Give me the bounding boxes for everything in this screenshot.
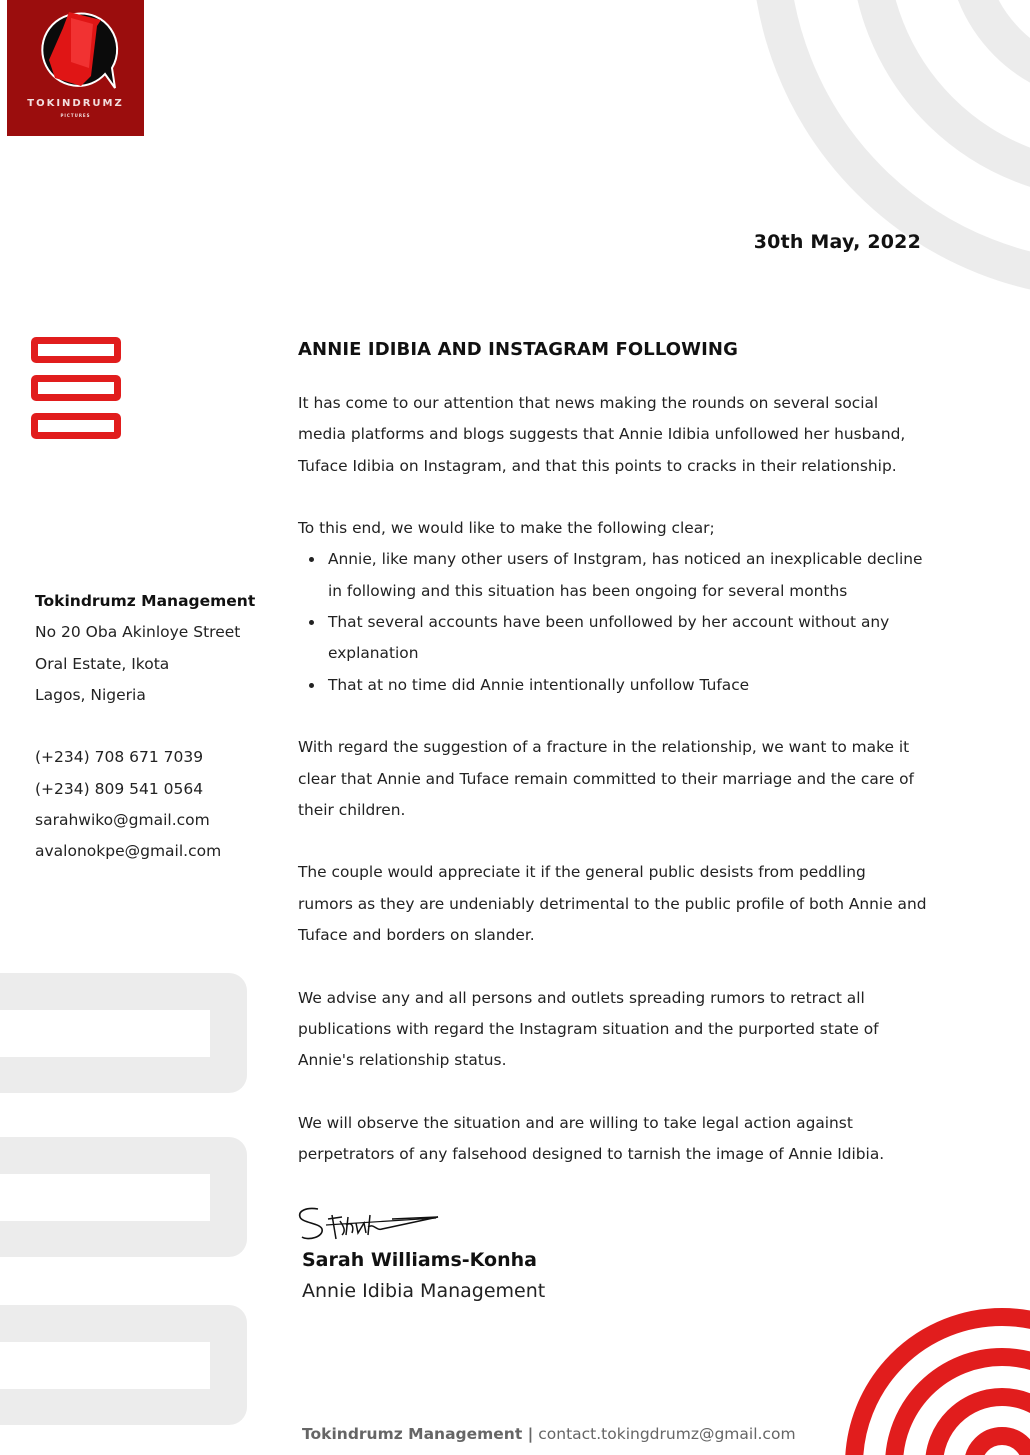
red-ring-second — [894, 1357, 1030, 1455]
text-line: Annie's relationship status. — [298, 1051, 507, 1070]
red-bar-3 — [31, 413, 121, 439]
bullet-icon — [309, 683, 314, 688]
text-line: That at no time did Annie intentionally unfollow Tuface — [328, 675, 750, 694]
address-line: Oral Estate, Ikota — [35, 654, 170, 673]
letter-heading: ANNIE IDIBIA AND INSTAGRAM FOLLOWING — [298, 339, 738, 360]
text-line: in following and this situation has been ongoing for several months — [328, 581, 848, 600]
fracture-paragraph — [298, 732, 938, 826]
letter-body — [298, 336, 938, 1202]
gray-bar-2 — [0, 1137, 247, 1257]
text-line: We will observe the situation and are willing to take legal action against — [298, 1113, 853, 1132]
page-footer — [302, 1425, 796, 1443]
text-line: explanation — [328, 644, 419, 663]
clarification-list — [298, 544, 938, 700]
text-line: That several accounts have been unfollowed by her account without any — [328, 613, 890, 632]
text-line: media platforms and blogs suggests that Annie Idibia unfollowed her husband, — [298, 425, 906, 444]
red-ring-inner — [973, 1436, 1030, 1455]
text-line: Tuface and borders on slander. — [298, 926, 535, 945]
red-ring-outer — [854, 1317, 1030, 1455]
text-line: publications with regard the Instagram situation and the purported state of — [298, 1019, 879, 1038]
email-address[interactable]: sarahwiko@gmail.com — [35, 811, 210, 830]
text-line: We advise any and all persons and outlets spreading rumors to retract all — [298, 988, 865, 1007]
phone-number[interactable]: (+234) 708 671 7039 — [35, 748, 204, 767]
text-line: The couple would appreciate it if the general public desists from peddling — [298, 863, 866, 882]
address-line: Lagos, Nigeria — [35, 685, 146, 704]
text-line: rumors as they are undeniably detrimental to the public profile of both Annie and — [298, 894, 927, 913]
contact-sidebar — [35, 588, 275, 870]
bullet-icon — [309, 620, 314, 625]
signer-organization: Annie Idibia Management — [302, 1280, 546, 1302]
email-address[interactable]: avalonokpe@gmail.com — [35, 842, 222, 861]
text-line: clear that Annie and Tuface remain committed to their marriage and the care of — [298, 769, 914, 788]
text-line: their children. — [298, 800, 406, 819]
text-line: To this end, we would like to make the following clear; — [298, 519, 715, 538]
company-logo — [7, 0, 144, 136]
text-line: Tuface Idibia on Instagram, and that this points to cracks in their relationship. — [298, 456, 897, 475]
legal-paragraph — [298, 1108, 938, 1171]
list-item — [298, 607, 938, 670]
gray-arc-inner — [965, 0, 1030, 85]
list-item — [298, 670, 938, 701]
gray-bar-3 — [0, 1305, 247, 1425]
bullet-icon — [309, 557, 314, 562]
red-ring-third — [934, 1397, 1030, 1455]
logo-subtitle-text: PICTURES — [60, 113, 91, 118]
phone-number[interactable]: (+234) 809 541 0564 — [35, 779, 204, 798]
red-bar-1 — [31, 337, 121, 363]
lead-in-text — [298, 513, 938, 544]
list-item — [298, 544, 938, 607]
intro-paragraph — [298, 388, 938, 482]
public-paragraph — [298, 857, 938, 951]
letter-date: 30th May, 2022 — [753, 231, 921, 253]
text-line: perpetrators of any falsehood designed to tarnish the image of Annie Idibia. — [298, 1145, 885, 1164]
handwritten-signature — [296, 1205, 446, 1245]
footer-email[interactable]: contact.tokingdrumz@gmail.com — [538, 1425, 796, 1443]
text-line: Annie, like many other users of Instgram, has noticed an inexplicable decline — [328, 550, 923, 569]
logo-brand-text: TOKINDRUMZ — [27, 98, 124, 109]
red-stacked-bars-icon — [31, 337, 121, 441]
text-line: It has come to our attention that news making the rounds on several social — [298, 394, 879, 412]
text-line: With regard the suggestion of a fracture in the relationship, we want to make it — [298, 738, 910, 757]
sidebar-organization: Tokindrumz Management — [35, 592, 256, 610]
red-bar-2 — [31, 375, 121, 401]
signer-name: Sarah Williams-Konha — [302, 1249, 537, 1271]
address-line: No 20 Oba Akinloye Street — [35, 623, 241, 642]
advise-paragraph — [298, 983, 938, 1077]
gray-bar-1 — [0, 973, 247, 1093]
footer-organization: Tokindrumz Management | — [302, 1425, 534, 1443]
